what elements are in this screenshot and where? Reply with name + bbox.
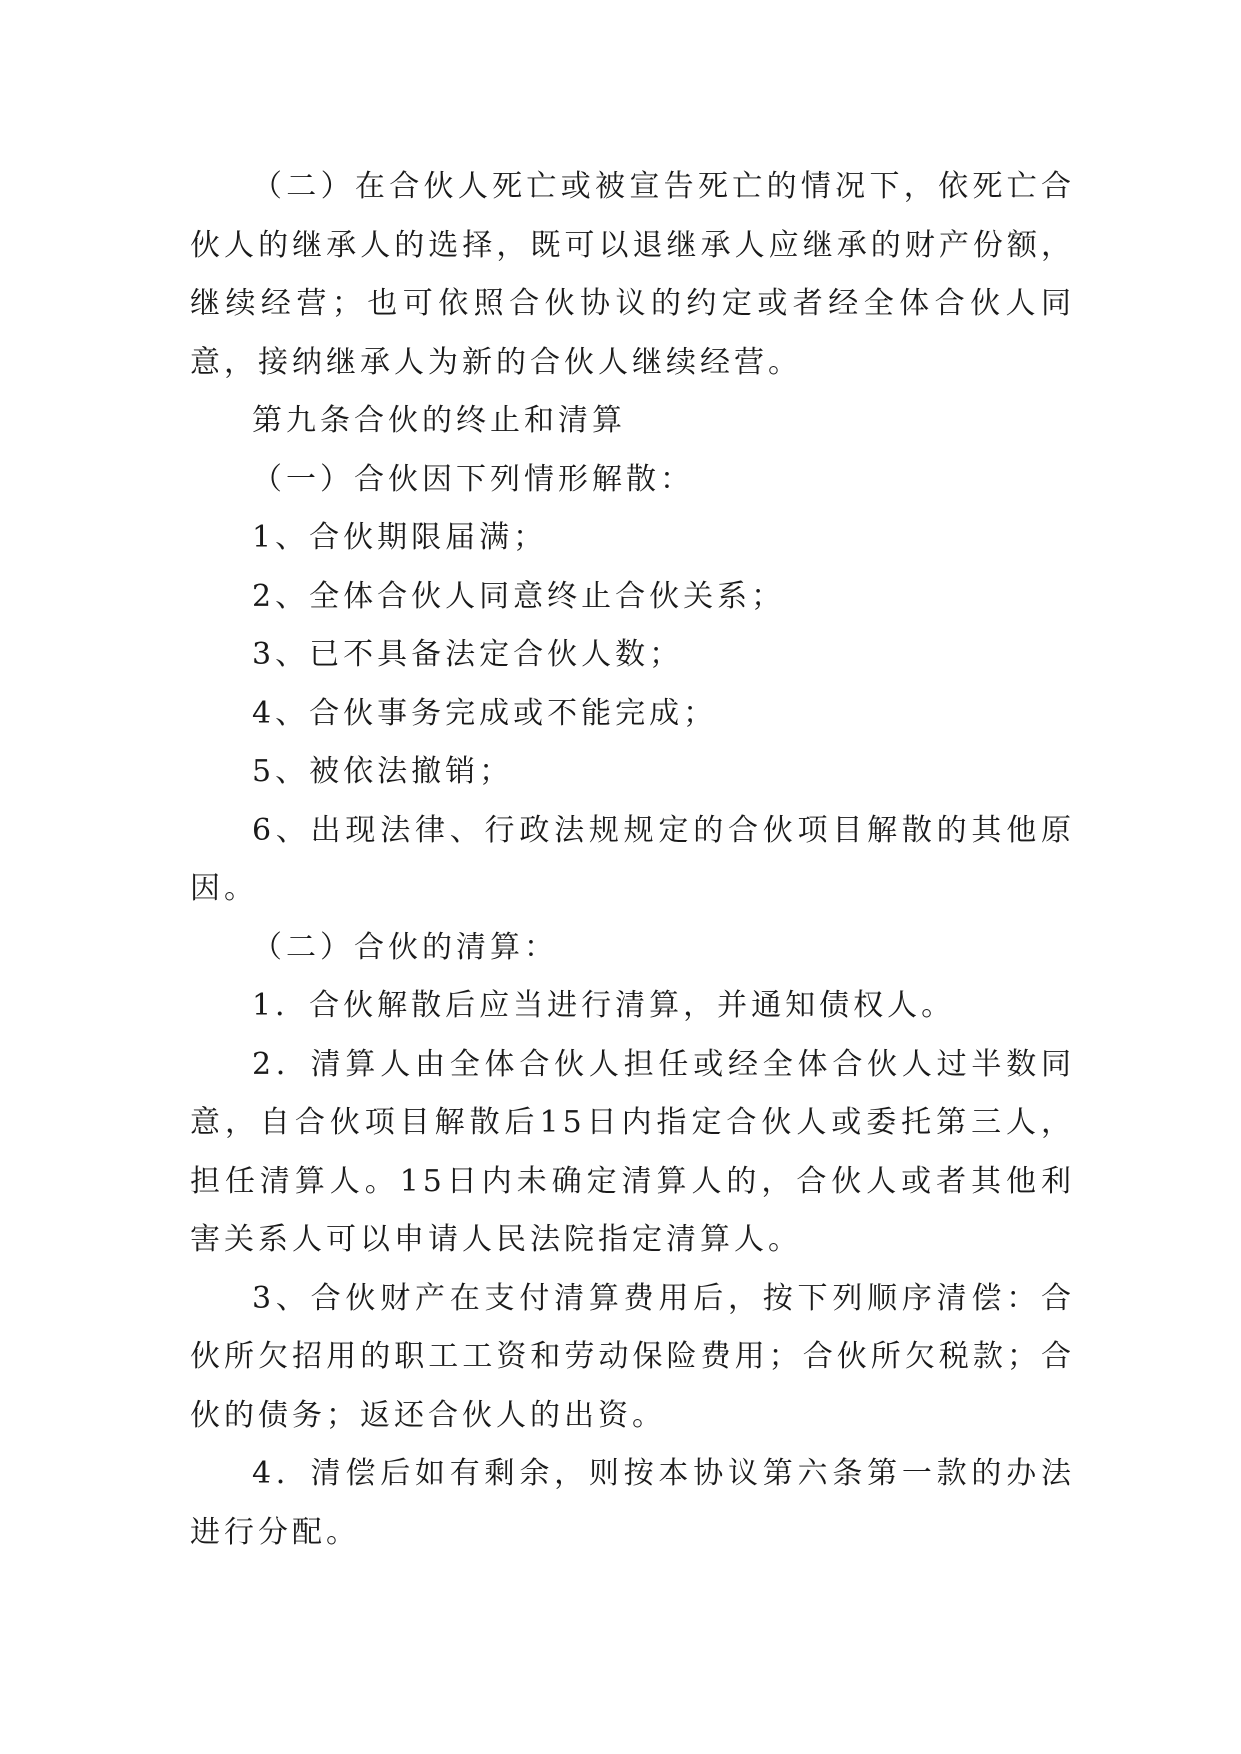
list-item-liquidation-1: 1．合伙解散后应当进行清算，并通知债权人。 — [252, 988, 956, 1023]
list-item-dissolution-3: 3、已不具备法定合伙人数； — [252, 637, 684, 672]
document-body — [190, 158, 1075, 1562]
subsection-liquidation-heading: （二）合伙的清算： — [252, 929, 558, 965]
section-heading-article-9: 第九条合伙的终止和清算 — [252, 403, 626, 438]
list-item-dissolution-5: 5、被依法撤销； — [252, 754, 514, 789]
list-item-dissolution-2: 2、全体合伙人同意终止合伙关系； — [252, 578, 786, 614]
list-item-liquidation-4: 4．清偿后如有剩余，则按本协议第六条第一款的办法进行分配。 — [190, 1456, 1075, 1550]
list-item-dissolution-4: 4、合伙事务完成或不能完成； — [252, 695, 718, 731]
list-item-liquidation-3: 3、合伙财产在支付清算费用后，按下列顺序清偿：合伙所欠招用的职工工资和劳动保险费用；合伙所欠税款；合伙的债务；返还合伙人的出资。 — [190, 1280, 1075, 1433]
list-item-dissolution-1: 1、合伙期限届满； — [252, 520, 548, 555]
subsection-dissolution-heading: （一）合伙因下列情形解散： — [252, 461, 694, 497]
list-item-liquidation-2: 2．清算人由全体合伙人担任或经全体合伙人过半数同意，自合伙项目解散后15日内指定合伙人或委托第三人，担任清算人。15日内未确定清算人的，合伙人或者其他利害关系人可以申请人民法院指定清算人。 — [190, 1046, 1075, 1257]
paragraph-inheritance-clause: （二）在合伙人死亡或被宣告死亡的情况下，依死亡合伙人的继承人的选择，既可以退继承人应继承的财产份额，继续经营；也可依照合伙协议的约定或者经全体合伙人同意，接纳继承人为新的合伙人继续经营。 — [190, 169, 1075, 380]
list-item-dissolution-6: 6、出现法律、行政法规规定的合伙项目解散的其他原因。 — [190, 812, 1075, 906]
